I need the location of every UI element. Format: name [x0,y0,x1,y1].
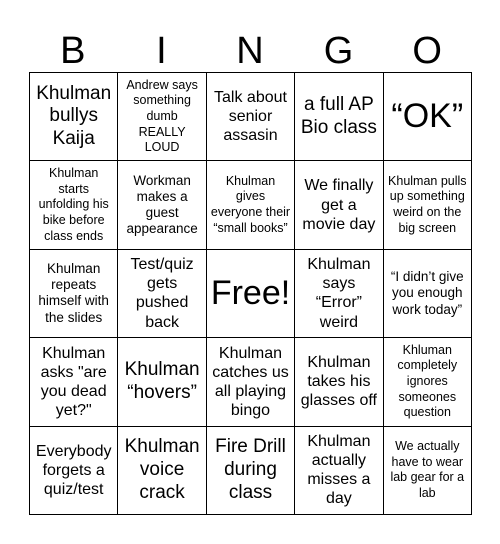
bingo-cell-r2-c1[interactable]: Khulman starts unfolding his bike before class ends [30,161,118,249]
header-letter-o: O [412,30,443,72]
bingo-cell-r1-c5[interactable]: “OK” [384,73,472,161]
bingo-header [29,22,472,72]
bingo-cell-r5-c5[interactable]: We actually have to wear lab gear for a lab [384,427,472,515]
bingo-grid [29,72,472,515]
bingo-cell-r3-c2[interactable]: Test/quiz gets pushed back [118,250,206,338]
bingo-cell-r1-c3[interactable]: Talk about senior assasin [207,73,295,161]
header-letter-i: I [156,30,168,72]
bingo-cell-r4-c4[interactable]: Khulman takes his glasses off [295,338,383,426]
bingo-cell-r3-c4[interactable]: Khulman says “Error” weird [295,250,383,338]
bingo-cell-r4-c2[interactable]: Khulman “hovers” [118,338,206,426]
bingo-cell-r3-c5[interactable]: “I didn’t give you enough work today” [384,250,472,338]
bingo-cell-r5-c4[interactable]: Khulman actually misses a day [295,427,383,515]
bingo-cell-r5-c3[interactable]: Fire Drill during class [207,427,295,515]
bingo-cell-r5-c1[interactable]: Everybody forgets a quiz/test [30,427,118,515]
bingo-cell-r5-c2[interactable]: Khulman voice crack [118,427,206,515]
bingo-cell-r4-c1[interactable]: Khulman asks "are you dead yet?" [30,338,118,426]
bingo-cell-r4-c3[interactable]: Khulman catches us all playing bingo [207,338,295,426]
bingo-cell-r1-c2[interactable]: Andrew says something dumb REALLY LOUD [118,73,206,161]
bingo-cell-r1-c1[interactable]: Khulman bullys Kaija [30,73,118,161]
header-letter-g: G [323,30,355,72]
bingo-cell-r2-c4[interactable]: We finally get a movie day [295,161,383,249]
bingo-cell-r2-c5[interactable]: Khulman pulls up something weird on the big screen [384,161,472,249]
header-letter-b: B [60,30,87,72]
header-letter-n: N [236,30,265,72]
bingo-cell-r2-c2[interactable]: Workman makes a guest appearance [118,161,206,249]
bingo-cell-r3-c1[interactable]: Khulman repeats himself with the slides [30,250,118,338]
bingo-cell-r2-c3[interactable]: Khulman gives everyone their “small books” [207,161,295,249]
bingo-cell-r4-c5[interactable]: Khluman completely ignores someones question [384,338,472,426]
bingo-cell-free-space[interactable]: Free! [207,250,295,338]
bingo-cell-r1-c4[interactable]: a full AP Bio class [295,73,383,161]
